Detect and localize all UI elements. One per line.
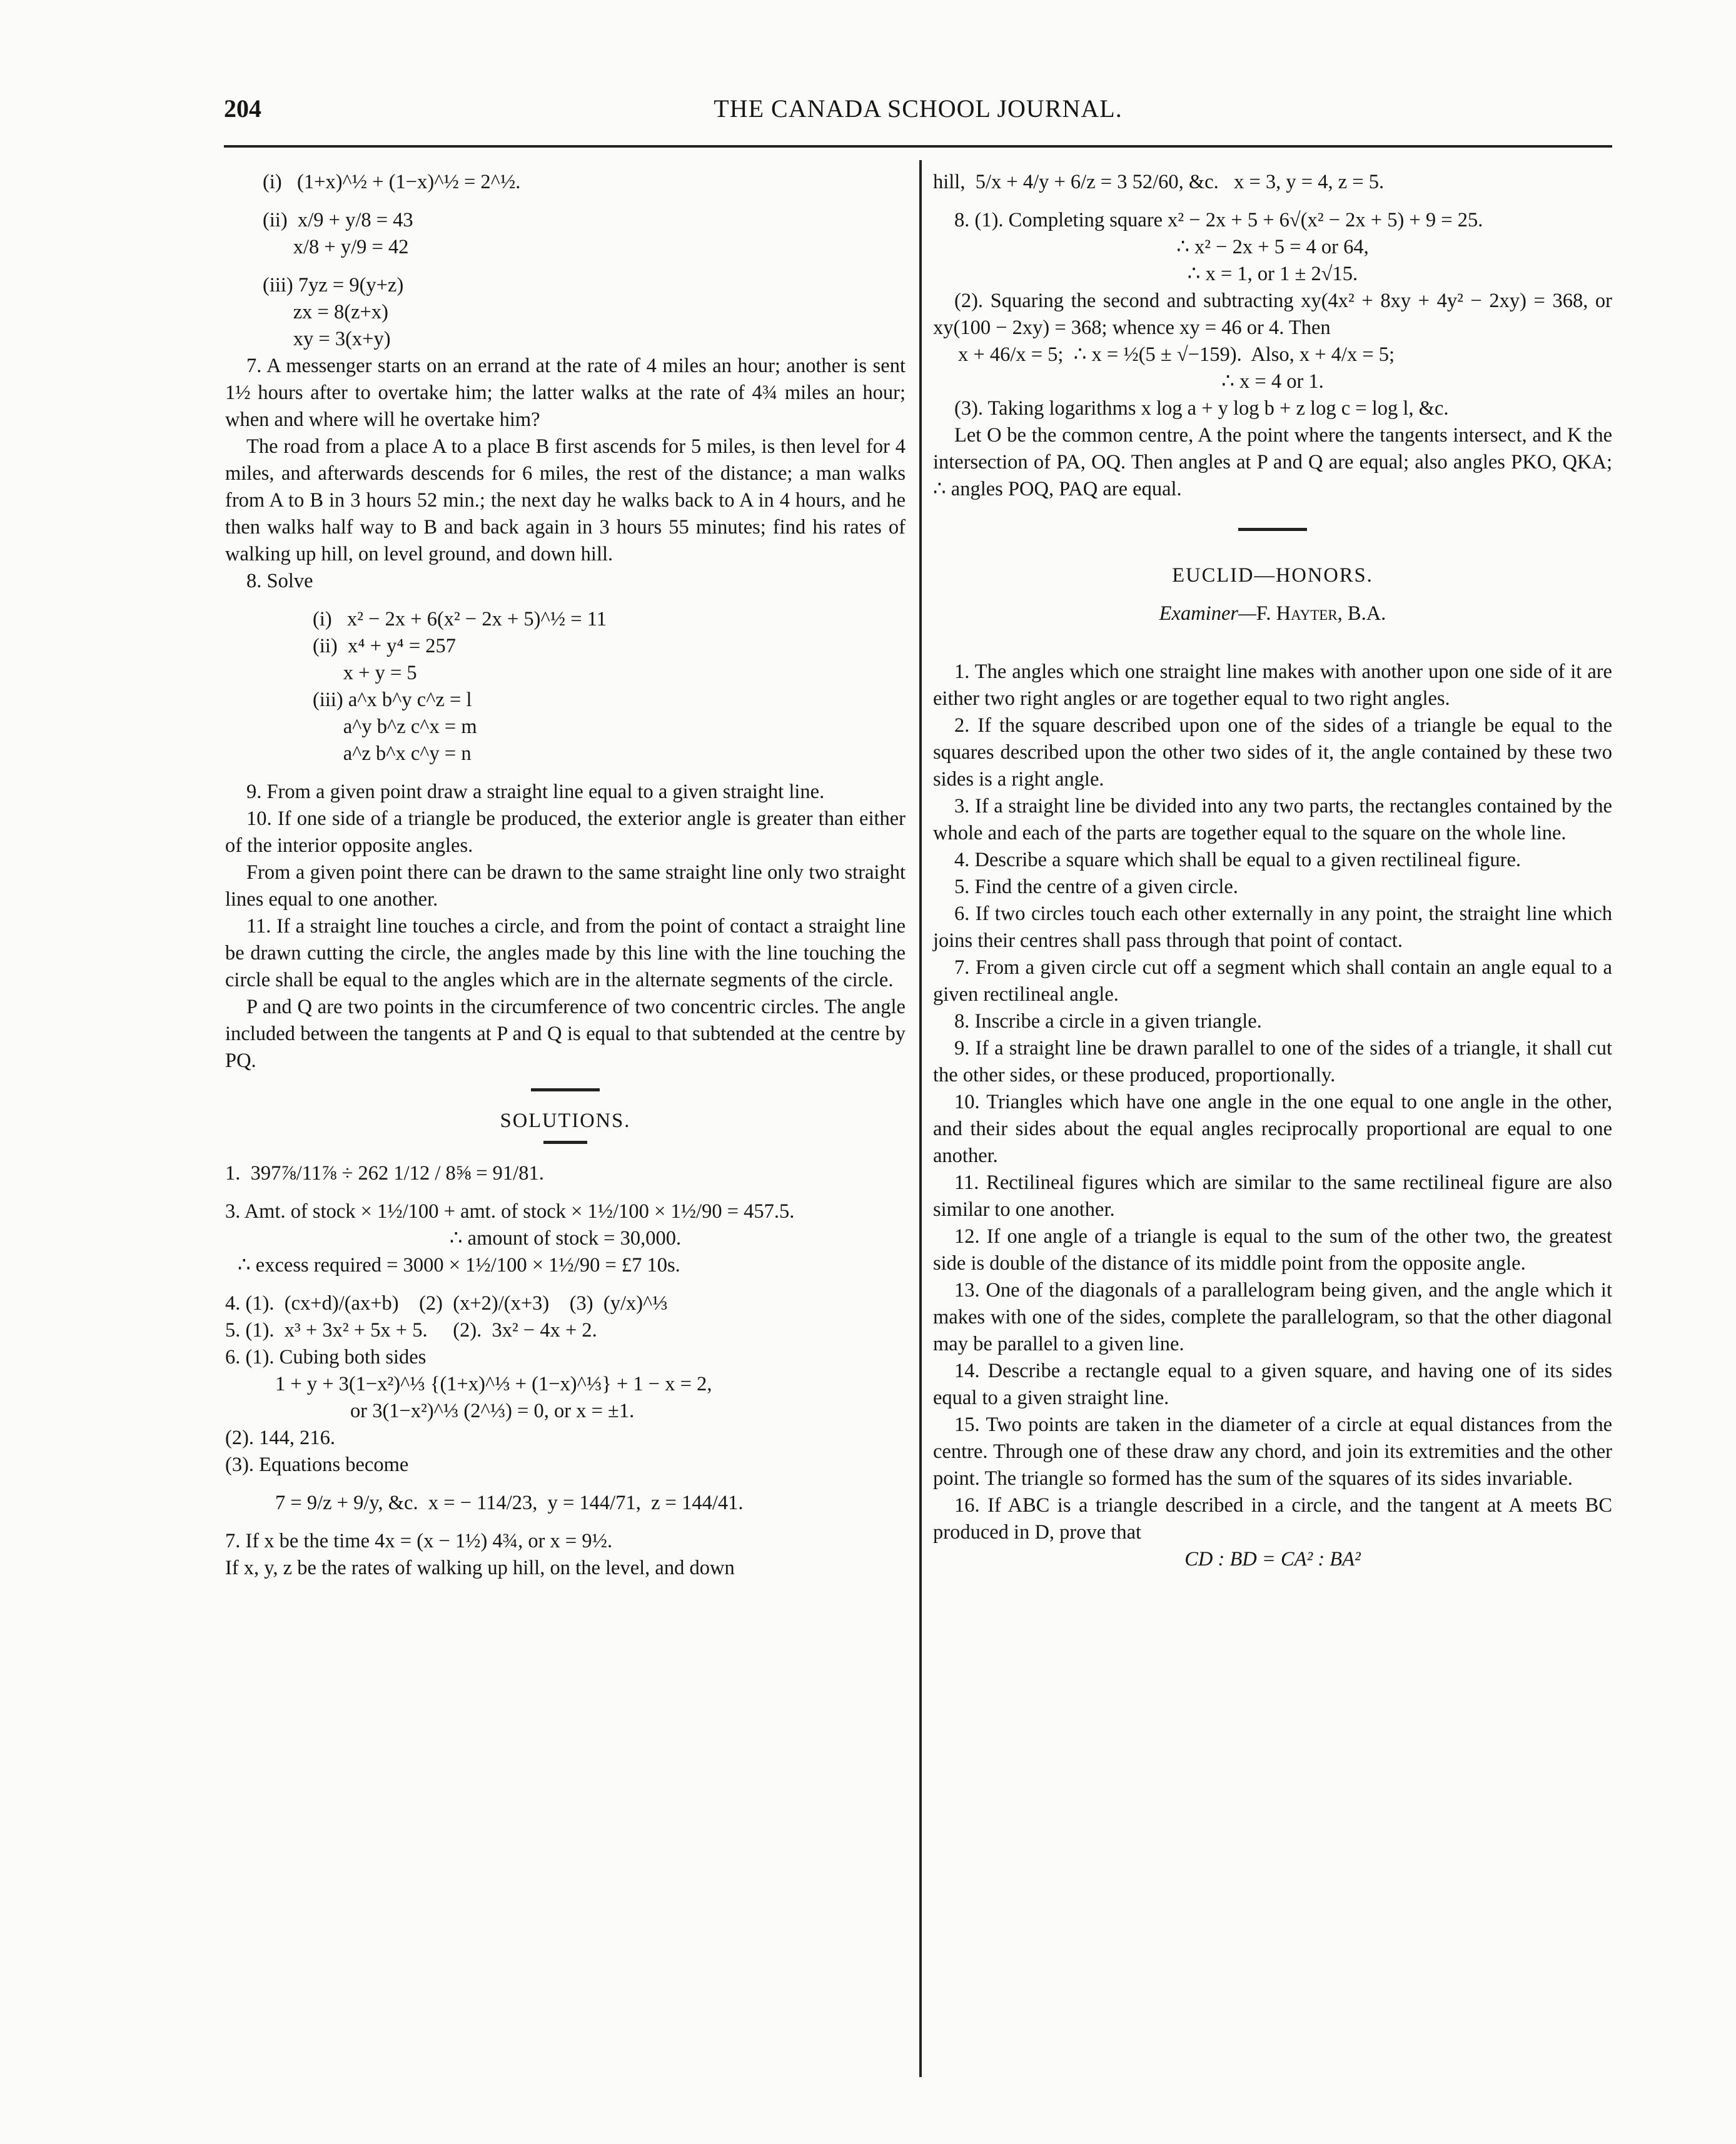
euclid-question: 11. Rectilineal figures which are similar to the same rectilineal figure are also similar to one another. [933, 1171, 1612, 1221]
solutions-heading: SOLUTIONS. [500, 1110, 631, 1132]
examiner-label: Examiner— [1159, 602, 1256, 625]
equation-line: zx = 8(z+x) [263, 301, 388, 323]
euclid-question: 10. Triangles which have one angle in the one equal to one angle in the other, and their sides about the equal angles reciprocally proportional are equal to one another. [933, 1091, 1612, 1167]
euclid-question: 7. From a given circle cut off a segment which shall contain an angle equal to a given rectilineal angle. [933, 956, 1612, 1006]
euclid-heading: EUCLID—HONORS. [1172, 564, 1373, 587]
question-7-road: The road from a place A to a place B first ascends for 5 miles, is then level for 4 miles, and afterwards descends for 6 miles, the rest of the distance; a man walks from A to B in 3 hours 52 min.; the next day he walks back to A in 4 hours, and he then walks half way to B and back again in 3 hours 55 minutes; find his rates of walking up hill, on level ground, and down hill. [225, 435, 906, 565]
solution-line: 4. (1). (cx+d)/(ax+b) (2) (x+2)/(x+3) (3) (y/x)^⅓ [225, 1292, 668, 1315]
euclid-question: 6. If two circles touch each other externally in any point, the straight line which joins their centres shall pass through that point of contact. [933, 903, 1612, 952]
right-column [933, 169, 1612, 1573]
euclid-question: 12. If one angle of a triangle is equal to the sum of the other two, the greatest side is double of the distance of its middle point from the opposite angle. [933, 1225, 1612, 1275]
solution-line: Let O be the common centre, A the point where the tangents intersect, and K the intersection of PA, OQ. Then angles at P and Q are equal; also angles PKO, QKA; ∴ angles POQ, PAQ are equal. [933, 424, 1612, 500]
question-10: 10. If one side of a triangle be produced, the exterior angle is greater than either of the interior opposite angles. [225, 807, 906, 857]
equation-line: (iii) a^x b^y c^z = l [313, 689, 472, 711]
equation-line: xy = 3(x+y) [263, 328, 391, 350]
left-column [225, 169, 906, 1582]
euclid-question: 15. Two points are taken in the diameter of a circle at equal distances from the centre. Through one of these draw any chord, and join its extremities and the other point. The triangle so formed has the sum of the squares of its sides invariable. [933, 1413, 1612, 1490]
solution-line: ∴ excess required = 3000 × 1½/100 × 1½/90 = £7 10s. [238, 1254, 680, 1277]
equation-line: x + y = 5 [313, 662, 417, 684]
question-8-intro: 8. Solve [246, 570, 313, 592]
solution-line: 7. If x be the time 4x = (x − 1½) 4¾, or x = 9½. [225, 1530, 613, 1552]
solution-line: (3). Equations become [225, 1454, 409, 1476]
solution-line: (2). 144, 216. [225, 1427, 336, 1449]
examiner-line [933, 600, 1612, 627]
equation-line: a^z b^x c^y = n [313, 742, 472, 765]
equation-line: (ii) x/9 + y/8 = 43 [263, 209, 413, 231]
solution-line: x + 46/x = 5; ∴ x = ½(5 ± √−159). Also, x + 4/x = 5; [958, 343, 1395, 366]
question-9: 9. From a given point draw a straight line equal to a given straight line. [246, 781, 825, 803]
euclid-question: 8. Inscribe a circle in a given triangle. [954, 1010, 1262, 1033]
solution-line: (3). Taking logarithms x log a + y log b + z log c = log l, &c. [954, 397, 1449, 420]
solution-line: 7 = 9/z + 9/y, &c. x = − 114/23, y = 144/71, z = 144/41. [275, 1492, 744, 1514]
solution-line: 6. (1). Cubing both sides [225, 1346, 426, 1368]
final-formula: CD : BD = CA² : BA² [1184, 1548, 1361, 1570]
solution-line: hill, 5/x + 4/y + 6/z = 3 52/60, &c. x = 3, y = 4, z = 5. [933, 171, 1385, 193]
solution-line: ∴ x² − 2x + 5 = 4 or 64, [1176, 236, 1369, 258]
section-rule [531, 1088, 600, 1091]
question-10-part-b: From a given point there can be drawn to the same straight line only two straight lines equal to one another. [225, 861, 906, 911]
euclid-question: 9. If a straight line be drawn parallel to one of the sides of a triangle, it shall cut the other sides, or these produced, proportionally. [933, 1037, 1612, 1086]
question-11: 11. If a straight line touches a circle, and from the point of contact a straight line be drawn cutting the circle, the angles made by this line with the line touching the circle shall be equal to the angles which are in the alternate segments of the circle. [225, 915, 906, 991]
solution-line: 1 + y + 3(1−x²)^⅓ {(1+x)^⅓ + (1−x)^⅓} + 1 − x = 2, [275, 1373, 712, 1395]
solution-line: ∴ x = 1, or 1 ± 2√15. [1187, 263, 1358, 285]
page-header [224, 94, 1612, 144]
solution-line: 8. (1). Completing square x² − 2x + 5 + 6√(x² − 2x + 5) + 9 = 25. [954, 209, 1483, 231]
solution-line: ∴ x = 4 or 1. [1221, 370, 1324, 393]
equation-line: (ii) x⁴ + y⁴ = 257 [313, 635, 457, 657]
equation-line: x/8 + y/9 = 42 [263, 236, 409, 258]
equation-line: (i) x² − 2x + 6(x² − 2x + 5)^½ = 11 [313, 608, 607, 630]
column-divider [919, 160, 922, 2077]
section-rule [1238, 528, 1307, 531]
solution-line: ∴ amount of stock = 30,000. [449, 1227, 682, 1250]
section-rule [543, 1141, 587, 1144]
equation-line: (iii) 7yz = 9(y+z) [263, 274, 404, 296]
solution-line: or 3(1−x²)^⅓ (2^⅓) = 0, or x = ±1. [350, 1400, 635, 1422]
question-11-part-b: P and Q are two points in the circumference of two concentric circles. The angle included between the tangents at P and Q is equal to that subtended at the centre by PQ. [225, 996, 906, 1072]
solution-line: If x, y, z be the rates of walking up hill, on the level, and down [225, 1557, 735, 1579]
euclid-question: 1. The angles which one straight line makes with another upon one side of it are either two right angles or are together equal to two right angles. [933, 660, 1612, 710]
journal-title: THE CANADA SCHOOL JOURNAL. [714, 94, 1123, 123]
examiner-name: F. Hayter, B.A. [1256, 602, 1386, 625]
solution-line: 3. Amt. of stock × 1½/100 + amt. of stock × 1½/100 × 1½/90 = 457.5. [225, 1200, 795, 1223]
solution-line: (2). Squaring the second and subtracting xy(4x² + 8xy + 4y² − 2xy) = 368, or xy(100 − 2xy) = 368; whence xy = 46 or 4. Then [933, 290, 1612, 339]
euclid-question: 13. One of the diagonals of a parallelogram being given, and the angle which it makes with one of the sides, complete the parallelogram, so that the other diagonal may be parallel to a given line. [933, 1279, 1612, 1355]
solution-line: 1. 397⅞/11⅞ ÷ 262 1/12 / 8⅝ = 91/81. [225, 1162, 544, 1185]
euclid-question: 14. Describe a rectangle equal to a given square, and having one of its sides equal to a given straight line. [933, 1360, 1612, 1409]
equation-line: (i) (1+x)^½ + (1−x)^½ = 2^½. [263, 171, 521, 193]
equation-line: a^y b^z c^x = m [313, 716, 477, 738]
page-number: 204 [224, 94, 261, 123]
euclid-question: 16. If ABC is a triangle described in a circle, and the tangent at A meets BC produced in D, prove that [933, 1494, 1612, 1544]
euclid-question: 4. Describe a square which shall be equal to a given rectilineal figure. [954, 849, 1522, 871]
solution-line: 5. (1). x³ + 3x² + 5x + 5. (2). 3x² − 4x + 2. [225, 1319, 597, 1342]
euclid-question: 5. Find the centre of a given circle. [954, 876, 1238, 898]
question-7: 7. A messenger starts on an errand at the rate of 4 miles an hour; another is sent 1½ hours after to overtake him; the latter walks at the rate of 4¾ miles an hour; when and where will he overtake him? [225, 355, 906, 431]
euclid-question: 2. If the square described upon one of the sides of a triangle be equal to the squares described upon the other two sides of it, the angle contained by these two sides is a right angle. [933, 714, 1612, 791]
header-rule [224, 145, 1612, 148]
euclid-question: 3. If a straight line be divided into any two parts, the rectangles contained by the whole and each of the parts are together equal to the square on the whole line. [933, 795, 1612, 844]
